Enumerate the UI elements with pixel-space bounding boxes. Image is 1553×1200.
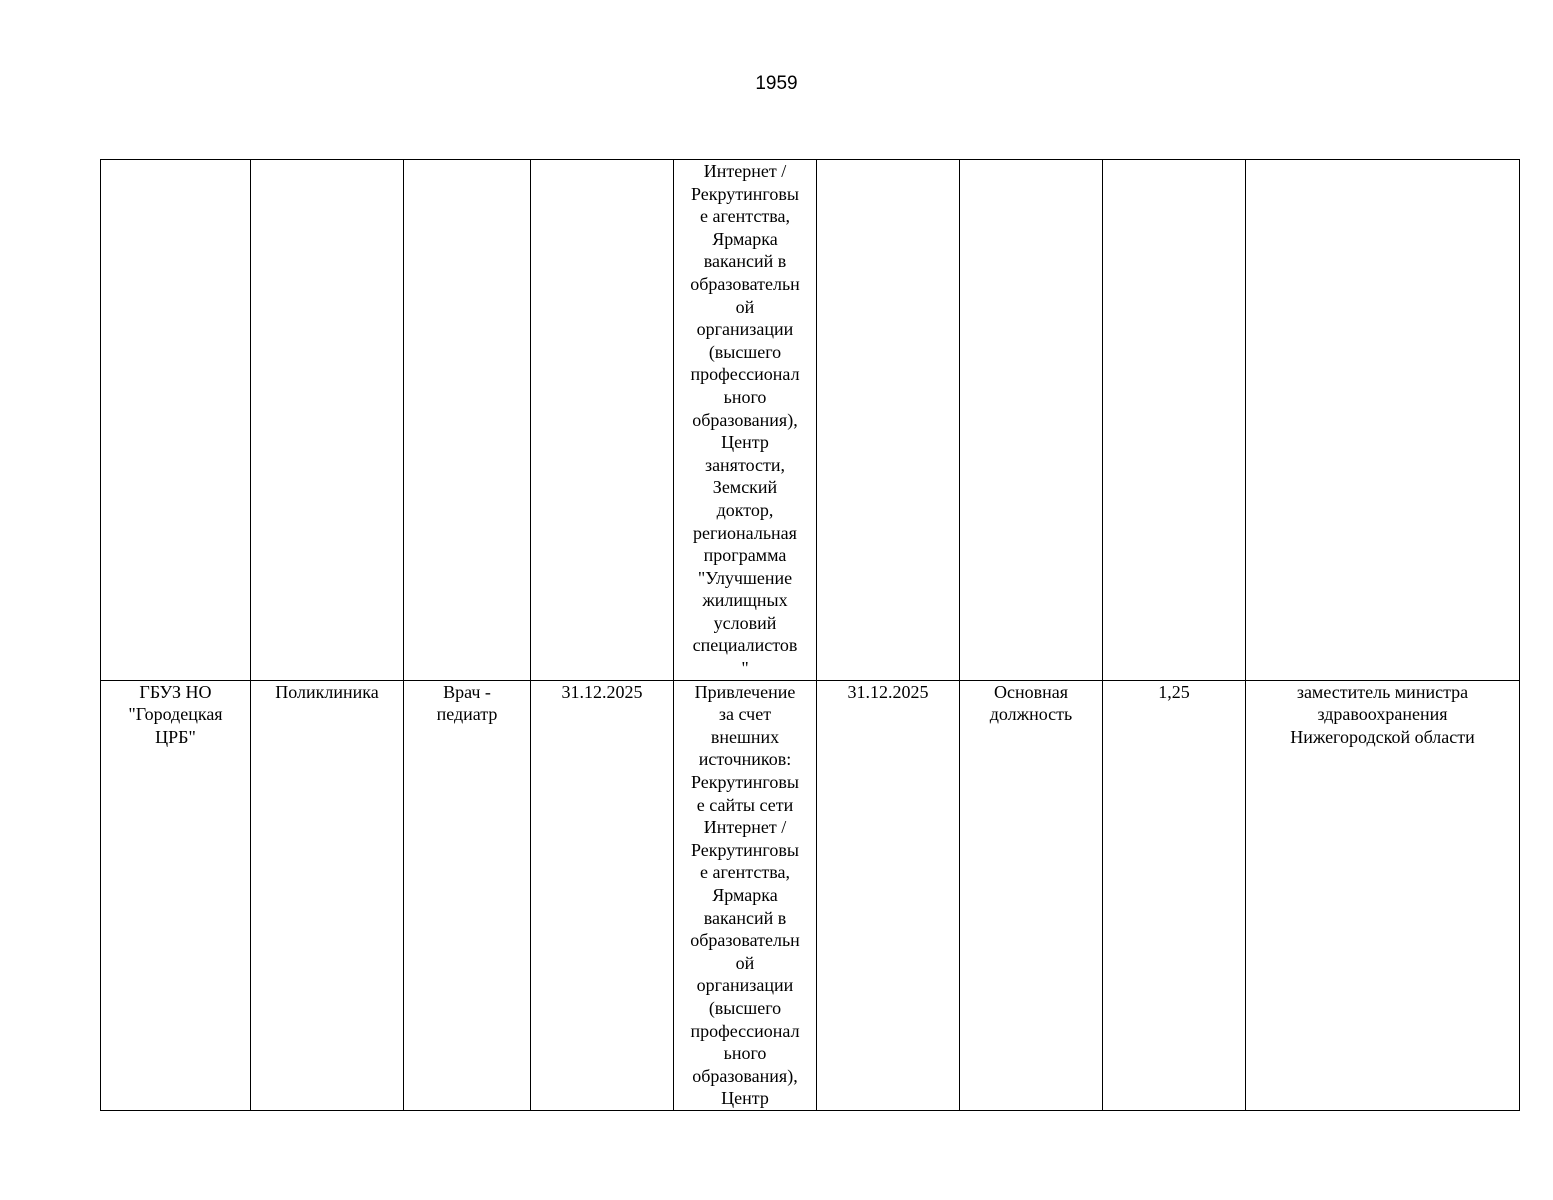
page-number: 1959 [755,73,798,94]
text-line: заместитель министра [1296,681,1469,702]
text-line: программа [703,545,787,566]
text-line: должность [989,704,1073,725]
text-line: Нижегородской области [1290,726,1475,747]
text-line: "Улучшение [697,567,793,588]
text-line: ЦРБ" [155,726,196,747]
text-line: е агентства, [700,862,790,883]
text-line: специалистов [692,635,798,656]
text-line: образования), [692,409,798,430]
cell-deadline: 31.12.2025 [817,680,960,1110]
text-line: ьного [723,386,767,407]
text-line: образования), [692,1065,798,1086]
cell-position [404,160,531,681]
text-line: организации [696,975,794,996]
table-row-entry [101,680,1520,1110]
employment-type-text [966,681,1096,726]
text-line: Центр [721,1088,769,1109]
text-line: занятости, [704,454,786,475]
responsible-text [1252,681,1513,749]
measures-text [680,681,810,1110]
cell-vacancy-date: 31.12.2025 [531,680,674,1110]
text-line: профессионал [690,1020,800,1041]
cell-deadline [817,160,960,681]
text-line: Интернет / [703,817,787,838]
text-line: (высшего [708,997,782,1018]
text-line: Ярмарка [712,228,778,249]
text-line: здравоохранения [1317,704,1448,725]
text-line: Ярмарка [712,885,778,905]
cell-rate: 1,25 [1103,680,1246,1110]
text-line: Земский [712,477,778,498]
text-line: внешних [710,726,780,747]
text-line: источников: [698,749,792,770]
cell-vacancy-date [531,160,674,681]
text-line: Рекрутинговы [691,183,799,204]
measures-text [680,160,810,680]
cell-department: Поликлиника [251,680,404,1110]
cell-measures [674,160,817,681]
text-line: региональная [693,522,797,543]
position-text [410,681,524,726]
cell-employment-type [960,160,1103,681]
text-line: вакансий в [703,251,787,272]
cell-position [404,680,531,1110]
text-line: Центр [721,432,769,453]
text-line: ой [735,952,755,973]
vacancy-table [100,159,1520,1111]
cell-rate [1103,160,1246,681]
text-line: доктор, [716,499,774,520]
text-line: "Городецкая [128,704,223,725]
cell-measures [674,680,817,1110]
text-line: профессионал [690,364,800,385]
text-line: организации [696,319,794,340]
cell-department [251,160,404,681]
text-line: условий [713,612,777,633]
text-line: за счет [718,704,772,725]
text-line: Рекрутинговы [691,772,799,793]
text-line: педиатр [436,704,498,725]
cell-employment-type [960,680,1103,1110]
text-line: жилищных [702,590,788,611]
text-line: Основная [993,681,1069,702]
text-line: е сайты сети [696,794,794,815]
text-line: образовательн [690,273,800,294]
text-line: ГБУЗ НО [139,681,212,702]
text-line: (высшего [708,341,782,362]
cell-organization [101,680,251,1110]
text-line: Врач - [443,681,491,702]
text-line: Интернет / [703,161,787,181]
cell-responsible [1246,160,1520,681]
cell-organization [101,160,251,681]
text-line: вакансий в [703,907,787,928]
text-line: ой [735,296,755,317]
table-row-continuation [101,160,1520,681]
text-line: ьного [723,1043,767,1064]
text-line: Рекрутинговы [691,839,799,860]
cell-responsible [1246,680,1520,1110]
text-line: е агентства, [700,206,790,227]
text-line: " [741,658,749,679]
text-line: образовательн [690,930,800,951]
organization-text [107,681,244,749]
text-line: Привлечение [694,681,796,702]
